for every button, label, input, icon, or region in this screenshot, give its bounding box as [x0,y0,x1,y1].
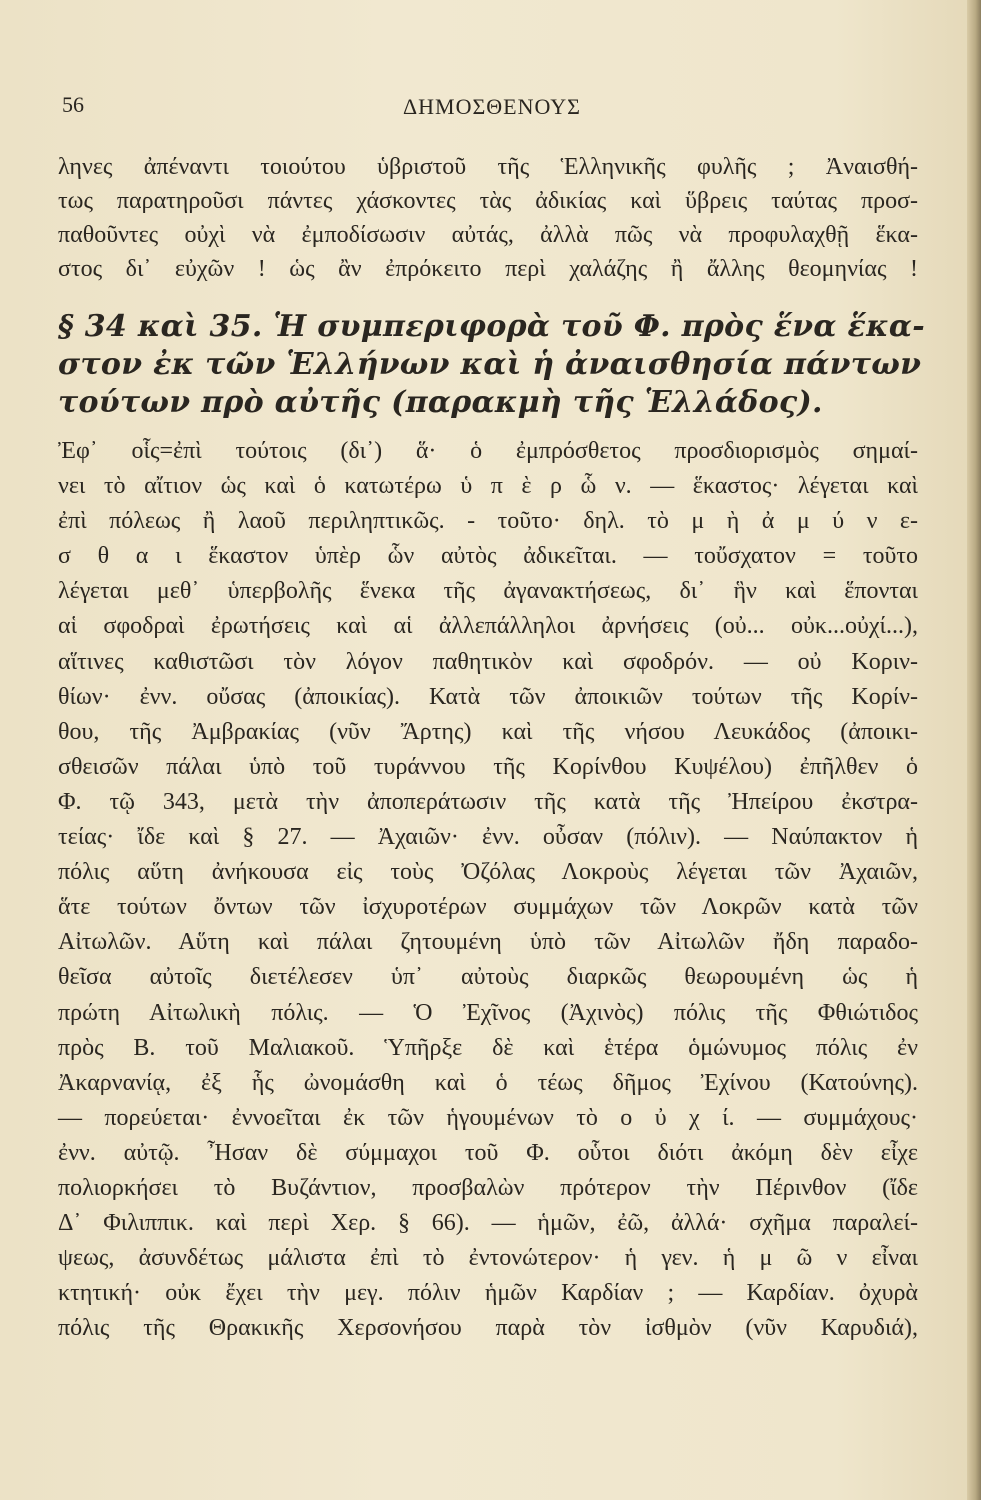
page-header [62,92,922,126]
text-line: σθεισῶν πάλαι ὑπὸ τοῦ τυράννου τῆς Κορίνθου Κυψέλου) ἐπῆλθεν ὁ [58,753,918,780]
text-line: θεῖσα αὐτοῖς διετέλεσεν ὑπ᾿ αὐτοὺς διαρκῶς θεωρουμένη ὡς ἡ [58,964,918,991]
text-line: πρώτη Αἰτωλικὴ πόλις. — Ὁ Ἐχῖνος (Ἀχινὸς) πόλις τῆς Φθιώτιδος [58,999,918,1026]
text-line: ἐπὶ πόλεως ἢ λαοῦ περιληπτικῶς. - τοῦτο· δηλ. τὸ μ ὴ ἀ μ ύ ν ε- [58,508,918,535]
text-line: πολιορκήσει τὸ Βυζάντιον, προσβαλὼν πρότερον τὴν Πέρινθον (ἴδε [58,1174,918,1201]
section-heading [58,308,926,422]
text-line: ληνες ἀπέναντι τοιούτου ὑβριστοῦ τῆς Ἑλληνικῆς φυλῆς ; Ἀναισθή- [58,154,918,180]
book-spine-edge [967,0,981,1500]
text-line: τείας· ἴδε καὶ § 27. — Ἀχαιῶν· ἐνν. οὖσαν (πόλιν). — Ναύπακτον ἡ [58,824,918,851]
heading-line: τούτων πρὸ αὐτῆς (παρακμὴ τῆς Ἑλλάδος). [58,385,823,420]
text-line: Αἰτωλῶν. Αὕτη καὶ πάλαι ζητουμένη ὑπὸ τῶν Αἰτωλῶν ἤδη παραδο- [58,929,918,956]
text-line: ἐνν. αὐτῷ. Ἦσαν δὲ σύμμαχοι τοῦ Φ. οὗτοι διότι ἀκόμη δὲν εἶχε [58,1139,918,1166]
text-line: αἵτινες καθιστῶσι τὸν λόγον παθητικὸν καὶ σφοδρόν. — οὐ Κοριν- [58,648,918,675]
heading-line: § 34 καὶ 35. Ἡ συμπεριφορὰ τοῦ Φ. πρὸς ἕνα ἕκα- [58,309,926,344]
text-line: Ἀκαρνανίᾳ, ἐξ ἧς ὠνομάσθη καὶ ὁ τέως δῆμος Ἐχίνου (Κατούνης). [58,1069,918,1096]
text-line: — πορεύεται· ἐννοεῖται ἐκ τῶν ἡγουμένων τὸ ο ὐ χ ί. — συμμάχους· [58,1104,918,1131]
page-text [58,150,926,1346]
text-line: λέγεται μεθ᾿ ὑπερβολῆς ἕνεκα τῆς ἀγανακτήσεως, δι᾿ ἣν καὶ ἕπονται [58,578,918,605]
text-line: θίων· ἐνν. οὔσας (ἀποικίας). Κατὰ τῶν ἀποικιῶν τούτων τῆς Κορίν- [58,683,918,710]
running-head: ΔΗΜΟΣΘΕΝΟΥΣ [403,94,581,119]
text-line: ψεως, ἀσυνδέτως μάλιστα ἐπὶ τὸ ἐντονώτερον· ἡ γεν. ἡ μ ῶ ν εἶναι [58,1245,918,1272]
text-line: Δ᾿ Φιλιππικ. καὶ περὶ Χερ. § 66). — ἡμῶν, ἐῶ, ἀλλά· σχῆμα παραλεί- [58,1210,918,1237]
text-line: Φ. τῷ 343, μετὰ τὴν ἀποπεράτωσιν τῆς κατὰ τῆς Ἠπείρου ἐκστρα- [58,788,918,815]
heading-line: στον ἐκ τῶν Ἑλλήνων καὶ ἡ ἀναισθησία πάντων [58,347,922,382]
text-line: στος δι᾿ εὐχῶν ! ὡς ἂν ἐπρόκειτο περὶ χαλάζης ἢ ἄλλης θεομηνίας ! [58,256,918,282]
text-line: ἅτε τούτων ὄντων τῶν ἰσχυροτέρων συμμάχων τῶν Λοκρῶν κατὰ τῶν [58,894,918,921]
page-number: 56 [62,92,84,117]
text-line: πρὸς Β. τοῦ Μαλιακοῦ. Ὑπῆρξε δὲ καὶ ἑτέρα ὁμώνυμος πόλις ἐν [58,1034,918,1061]
first-paragraph [58,150,918,286]
text-line: πόλις τῆς Θρακικῆς Χερσονήσου παρὰ τὸν ἰσθμὸν (νῦν Καρυδιά), [58,1315,918,1342]
text-line: κτητική· οὐκ ἔχει τὴν μεγ. πόλιν ἡμῶν Καρδίαν ; — Καρδίαν. ὀχυρὰ [58,1280,918,1307]
text-line: αἱ σφοδραὶ ἐρωτήσεις καὶ αἱ ἀλλεπάλληλοι ἀρνήσεις (οὐ... οὐκ...οὐχί...), [58,613,918,640]
text-line: Ἐφ᾿ οἷς=ἐπὶ τούτοις (δι᾿) ἅ· ὁ ἐμπρόσθετος προσδιορισμὸς σημαί- [58,438,918,464]
text-line: σ θ α ι ἕκαστον ὑπὲρ ὧν αὐτὸς ἀδικεῖται. — τοὔσχατον = τοῦτο [58,543,918,570]
text-line: πόλις αὕτη ἀνήκουσα εἰς τοὺς Ὀζόλας Λοκροὺς λέγεται τῶν Ἀχαιῶν, [58,859,918,886]
commentary-body [58,434,918,1346]
text-line: τως παρατηροῦσι πάντες χάσκοντες τὰς ἀδικίας καὶ ὕβρεις ταύτας προσ- [58,188,918,214]
text-line: παθοῦντες οὐχὶ νὰ ἐμποδίσωσιν αὐτάς, ἀλλὰ πῶς νὰ προφυλαχθῇ ἕκα- [58,222,918,248]
text-line: θου, τῆς Ἀμβρακίας (νῦν Ἄρτης) καὶ τῆς νήσου Λευκάδος (ἀποικι- [58,718,918,745]
text-line: νει τὸ αἴτιον ὡς καὶ ὁ κατωτέρω ὑ π ὲ ρ ὧ ν. — ἕκαστος· λέγεται καὶ [58,473,918,500]
